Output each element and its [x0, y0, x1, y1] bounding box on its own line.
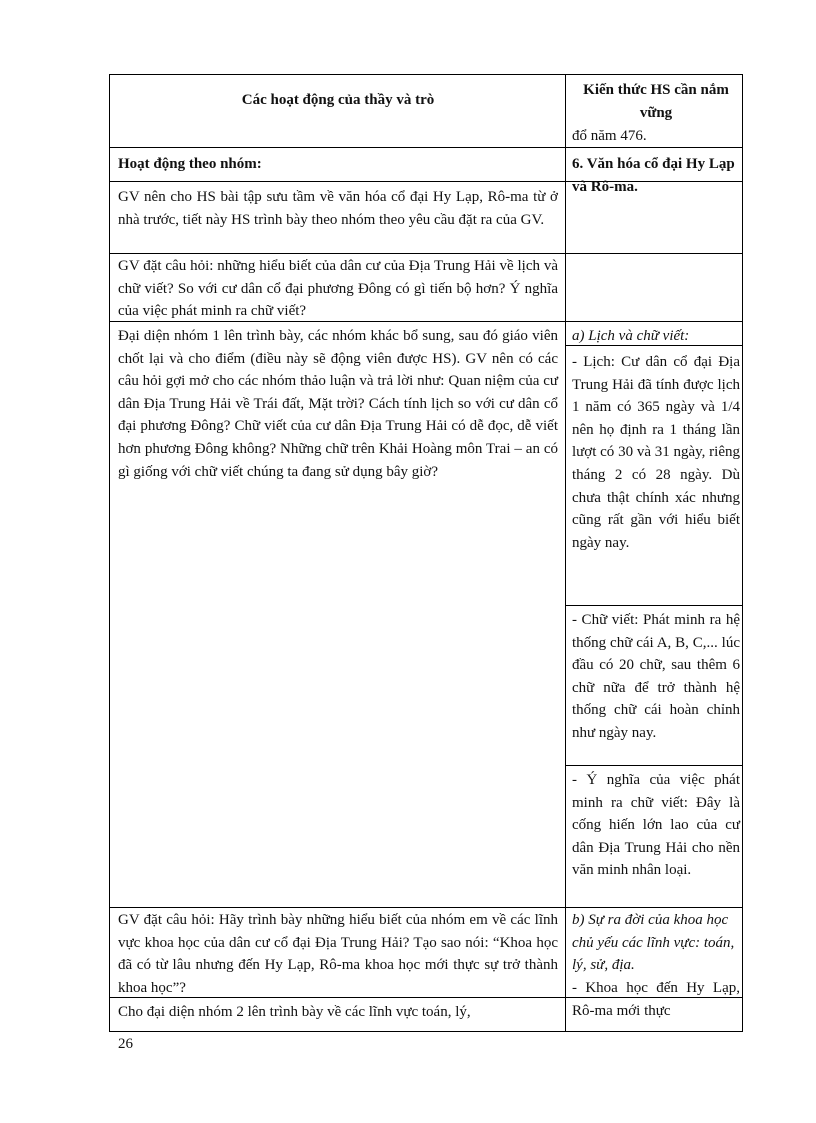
right-continuation: đổ năm 476. [572, 128, 647, 144]
activity-title: Hoạt động theo nhóm: [118, 156, 262, 172]
paragraph-question-science: GV đặt câu hỏi: Hãy trình bày những hiểu biết của nhóm em về các lĩnh vực khoa học của dân cư cổ đại Địa Trung Hải? Tạo sao nói: “Khoa học đã có từ lâu nhưng đến Hy Lạp, Rô-ma khoa học mới thực sự trở thành khoa học”? [118, 912, 558, 996]
paragraph-group2: Cho đại diện nhóm 2 lên trình bày về các lĩnh vực toán, lý, [118, 1004, 471, 1020]
row-divider [565, 765, 742, 766]
header-activities: Các hoạt động của thầy và trò [241, 92, 435, 108]
paragraph-question-calendar: GV đặt câu hỏi: những hiểu biết của dân cư của Địa Trung Hải về lịch và chữ viết? So với cư dân cổ đại phương Đông có gì tiến bộ hơn? Ý nghĩa của việc phát minh ra chữ viết? [118, 258, 558, 320]
page-number: 26 [118, 1036, 133, 1052]
row-divider [110, 907, 742, 908]
header-knowledge: Kiến thức HS cần nắm vững [583, 82, 729, 121]
section-title: 6. Văn hóa cổ đại Hy Lạp và Rô-ma. [572, 156, 735, 195]
row-divider [565, 605, 742, 606]
science-text: - Khoa học đến Hy Lạp, Rô-ma mới thực [572, 980, 740, 1019]
row-divider [110, 253, 742, 254]
column-divider [565, 75, 566, 1031]
paragraph-homework: GV nên cho HS bài tập sưu tầm về văn hóa cổ đại Hy Lạp, Rô-ma từ ở nhà trước, tiết này HS trình bày theo nhóm theo yêu cầu đặt ra của GV. [118, 189, 558, 228]
subheading-calendar-writing: a) Lịch và chữ viết: [572, 328, 690, 344]
writing-text: - Chữ viết: Phát minh ra hệ thống chữ cái A, B, C,... lúc đầu có 20 chữ, sau thêm 6 chữ nữa để trở thành hệ thống chữ cái hoàn chỉnh như ngày nay. [572, 612, 740, 741]
paragraph-group1: Đại diện nhóm 1 lên trình bày, các nhóm khác bổ sung, sau đó giáo viên chốt lại và cho điểm (điều này sẽ động viên được HS). GV nên có các câu hỏi gợi mở cho các nhóm thảo luận và trả lời như: Quan niệm của cư dân Địa Trung Hải về Trái đất, Mặt trời? Cách tính lịch so với cư dân cổ đại phương Đông? Chữ viết của cư dân Địa Trung Hải có dễ đọc, dễ viết hơn phương Đông không? Những chữ trên Khải Hoàng môn Trai – an có gì giống với chữ viết chúng ta đang sử dụng bây giờ? [118, 328, 558, 480]
calendar-text: - Lịch: Cư dân cổ đại Địa Trung Hải đã tính được lịch 1 năm có 365 ngày và 1/4 nên họ định ra 1 tháng lần lượt có 30 và 31 ngày, riêng tháng 2 có 28 ngày. Dù chưa thật chính xác nhưng cũng rất gần với hiểu biết ngày nay. [572, 354, 740, 551]
lesson-table [109, 74, 743, 1032]
meaning-text: - Ý nghĩa của việc phát minh ra chữ viết: Đây là cống hiến lớn lao của cư dân Địa Trung Hải cho nền văn minh nhân loại. [572, 772, 740, 879]
subheading-science: b) Sự ra đời của khoa học chủ yếu các lĩnh vực: toán, lý, sử, địa. [572, 912, 735, 974]
